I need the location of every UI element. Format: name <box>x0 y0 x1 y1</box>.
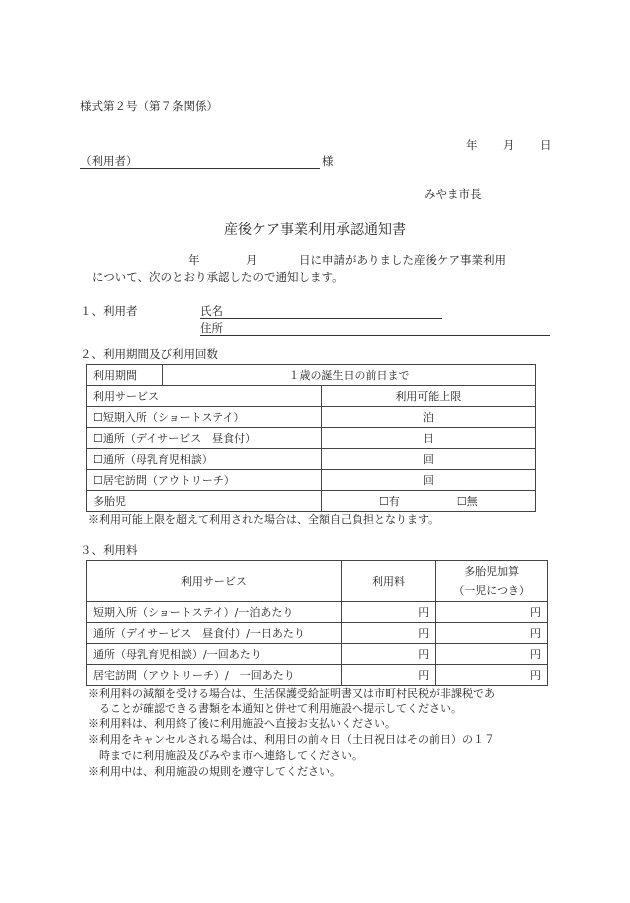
twins-yes-checkbox[interactable]: ☐有 <box>378 495 400 508</box>
period-row <box>87 365 536 386</box>
intro-line1: 日に申請がありました産後ケア事業利用 <box>299 253 506 267</box>
twins-label: 多胎児 <box>87 491 322 512</box>
fee-note: ※利用をキャンセルされる場合は、利用日の前々日（土日祝日はその前日）の１７ <box>88 733 495 746</box>
usage-note: ※利用可能上限を超えて利用された場合は、全額自己負担となります。 <box>88 513 440 526</box>
fee-amount[interactable]: 円 <box>341 602 436 623</box>
period-label: 利用期間 <box>87 365 163 386</box>
period-value: １歳の誕生日の前日まで <box>162 365 535 386</box>
usage-limit: 回 <box>321 449 535 470</box>
fee-service: 短期入所（ショートステイ）/一泊あたり <box>87 602 342 623</box>
fee-service: 居宅訪問（アウトリーチ）/ 一回あたり <box>87 665 342 686</box>
addressee-label: （利用者） <box>80 154 138 168</box>
usage-limit: 日 <box>321 428 535 449</box>
fee-amount[interactable]: 円 <box>341 665 436 686</box>
twins-row <box>87 491 536 512</box>
multi-header-line2: （一児につき） <box>453 584 530 597</box>
usage-row <box>87 407 536 428</box>
addressee-suffix: 様 <box>322 154 334 168</box>
usage-limit: 回 <box>321 470 535 491</box>
usage-row <box>87 428 536 449</box>
intro-year: 年 <box>188 253 200 267</box>
usage-service[interactable]: ☐短期入所（ショートステイ） <box>87 407 322 428</box>
fee-note: ※利用料の減額を受ける場合は、生活保護受給証明書又は市町村民税が非課税であ <box>88 687 495 700</box>
address-label: 住所 <box>200 321 223 335</box>
name-underline <box>200 318 442 319</box>
fee-amount[interactable]: 円 <box>341 623 436 644</box>
limit-column-header: 利用可能上限 <box>321 386 535 407</box>
usage-row <box>87 470 536 491</box>
section2-heading: ２、利用期間及び利用回数 <box>80 347 218 361</box>
fee-column-header: 利用料 <box>341 561 436 602</box>
twins-no-checkbox[interactable]: ☐無 <box>456 495 478 508</box>
form-number: 様式第２号（第７条関係） <box>80 99 218 113</box>
date-month: 月 <box>503 138 515 152</box>
section3-heading: ３、利用料 <box>80 543 138 557</box>
usage-row <box>87 449 536 470</box>
fee-row <box>87 623 548 644</box>
intro-month: 月 <box>246 253 258 267</box>
usage-limit: 泊 <box>321 407 535 428</box>
usage-table <box>86 364 536 512</box>
multi-amount[interactable]: 円 <box>436 665 548 686</box>
fee-table <box>86 560 548 686</box>
fee-service: 通所（デイサービス 昼食付）/一日あたり <box>87 623 342 644</box>
fee-note: ※利用料は、利用終了後に利用施設へ直接お支払いください。 <box>88 717 396 730</box>
fee-note: ることが確認できる書類を本通知と併せて利用施設へ提示してください。 <box>88 702 462 715</box>
fee-row <box>87 665 548 686</box>
name-label: 氏名 <box>200 304 223 318</box>
usage-service[interactable]: ☐通所（デイサービス 昼食付） <box>87 428 322 449</box>
address-underline <box>200 335 550 336</box>
fee-service: 通所（母乳育児相談）/一回あたり <box>87 644 342 665</box>
fee-note: 時までに利用施設及びみやま市へ連絡してください。 <box>88 749 363 762</box>
date-year: 年 <box>466 138 478 152</box>
addressee-underline <box>80 168 320 169</box>
fee-amount[interactable]: 円 <box>341 644 436 665</box>
intro-line2: について、次のとおり承認したので通知します。 <box>92 270 344 284</box>
fee-service-header: 利用サービス <box>87 561 342 602</box>
issuer: みやま市長 <box>424 187 482 201</box>
fee-note: ※利用中は、利用施設の規則を遵守してください。 <box>88 765 341 778</box>
fee-row <box>87 602 548 623</box>
service-column-header: 利用サービス <box>87 386 322 407</box>
twins-options <box>321 491 535 512</box>
multi-header-line1: 多胎児加算 <box>464 565 520 578</box>
usage-service[interactable]: ☐通所（母乳育児相談） <box>87 449 322 470</box>
fee-row <box>87 644 548 665</box>
multi-amount[interactable]: 円 <box>436 602 548 623</box>
document-title: 産後ケア事業利用承認通知書 <box>224 222 406 238</box>
usage-service[interactable]: ☐居宅訪問（アウトリーチ） <box>87 470 322 491</box>
multi-column-header <box>436 561 548 602</box>
multi-amount[interactable]: 円 <box>436 644 548 665</box>
multi-amount[interactable]: 円 <box>436 623 548 644</box>
fee-header-row <box>87 561 548 602</box>
date-day: 日 <box>540 138 552 152</box>
section1-heading: １、利用者 <box>80 304 138 318</box>
usage-header-row <box>87 386 536 407</box>
